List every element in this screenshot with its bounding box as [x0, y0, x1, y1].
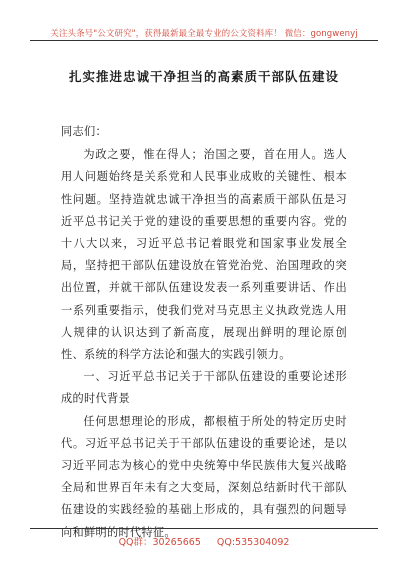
footer-qq-group: QQ群：30265665	[118, 537, 201, 548]
footer-qq: QQ:535304092	[216, 537, 290, 548]
greeting: 同志们：	[61, 125, 107, 138]
header-divider	[30, 40, 378, 41]
document-title: 扎实推进忠诚干净担当的高素质干部队伍建设	[68, 69, 339, 84]
footer	[0, 534, 408, 548]
paragraph-intro: 为政之要，惟在得人；治国之要，首在用人。选人用人问题始终是关系党和人民事业成败的关键性、根本性问题。坚持造就忠诚干净担当的高素质干部队伍是习近平总书记关于党的建设的重要思想的重要内容。党的十八大以来，习近平总书记着眼党和国家事业发展全局，坚持把干部队伍建设放在管党治党、治国理政的突出位置，并就干部队伍建设发表一系列重要讲话、作出一系列重要指示，使我们党对马克思主义执政党选人用人规律的认识达到了新高度，展现出鲜明的理论原创性、系统的科学方法论和强大的实践引领力。	[61, 148, 347, 362]
section-heading: 一、习近平总书记关于干部队伍建设的重要论述形成的时代背景	[61, 370, 347, 406]
header-banner: 关注头条号"公文研究"，获得最新最全最专业的公文资料库！ 微信：gongwenyj	[50, 29, 358, 39]
document-body	[61, 121, 347, 544]
paragraph-background: 任何思想理论的形成，都根植于所处的特定历史时代。习近平总书记关于干部队伍建设的重要论述，是以习近平同志为核心的党中央统筹中华民族伟大复兴战略全局和世界百年未有之大变局，深刻总结新时代干部队伍建设的实践经验的基础上形成的，具有强烈的问题导向和鲜明的时代特征。	[61, 414, 347, 539]
footer-divider	[30, 528, 378, 529]
